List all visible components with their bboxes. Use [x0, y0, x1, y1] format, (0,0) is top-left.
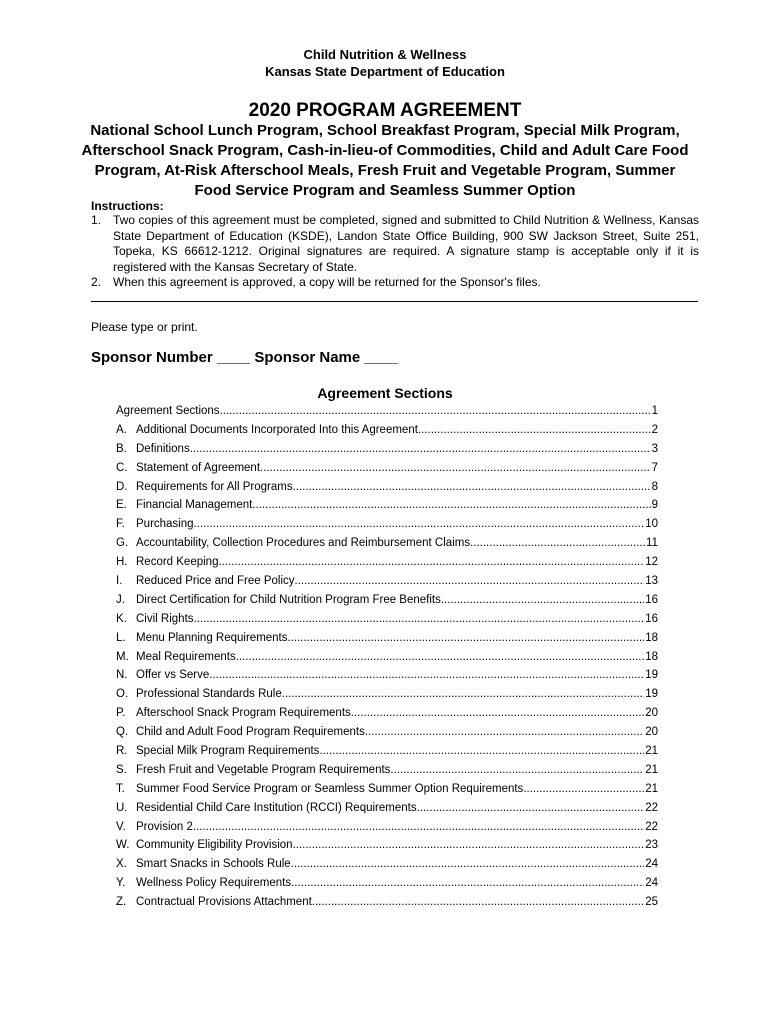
- horizontal-divider: [91, 301, 698, 302]
- toc-letter: K.: [116, 612, 127, 625]
- toc-dot-leader: [365, 726, 644, 738]
- toc-page-number: 8: [651, 480, 658, 493]
- toc-page-number: 19: [645, 669, 658, 682]
- toc-entry: [116, 499, 658, 518]
- table-of-contents: [116, 405, 658, 915]
- toc-page-number: 19: [645, 688, 658, 701]
- toc-dot-leader: [390, 764, 644, 776]
- toc-letter: R.: [116, 745, 128, 758]
- toc-dot-leader: [293, 481, 651, 493]
- toc-letter: J.: [116, 593, 125, 606]
- toc-page-number: 24: [645, 858, 658, 871]
- toc-dot-leader: [319, 745, 644, 757]
- toc-dot-leader: [288, 632, 645, 644]
- toc-entry: [116, 443, 658, 462]
- toc-letter: V.: [116, 820, 126, 833]
- toc-entry: [116, 802, 658, 821]
- toc-entry: [116, 896, 658, 915]
- toc-label: Agreement Sections: [116, 405, 220, 417]
- toc-dot-leader: [194, 518, 645, 530]
- toc-letter: Y.: [116, 877, 126, 890]
- toc-label: Wellness Policy Requirements: [136, 877, 292, 890]
- toc-dot-leader: [260, 462, 651, 474]
- toc-page-number: 25: [645, 896, 658, 909]
- instruction-item: [91, 275, 699, 291]
- toc-letter: B.: [116, 442, 127, 455]
- toc-entry: [116, 632, 658, 651]
- toc-dot-leader: [193, 821, 644, 833]
- toc-dot-leader: [351, 707, 644, 719]
- toc-letter: X.: [116, 858, 127, 871]
- toc-entry: [116, 556, 658, 575]
- toc-letter: N.: [116, 669, 128, 682]
- toc-entry: [116, 877, 658, 896]
- toc-dot-leader: [218, 556, 644, 568]
- toc-entry: [116, 764, 658, 783]
- toc-label: Purchasing: [136, 518, 194, 531]
- toc-letter: C.: [116, 461, 128, 474]
- toc-label: Child and Adult Food Program Requirements: [136, 726, 365, 739]
- toc-entry: [116, 783, 658, 802]
- toc-letter: U.: [116, 801, 128, 814]
- instruction-item: [91, 213, 699, 275]
- toc-label: Menu Planning Requirements: [136, 631, 288, 644]
- toc-letter: O.: [116, 688, 129, 701]
- toc-letter: Z.: [116, 896, 127, 909]
- toc-entry: [116, 424, 658, 443]
- toc-page-number: 24: [645, 877, 658, 890]
- sections-title: Agreement Sections: [317, 385, 453, 401]
- toc-page-number: 3: [651, 442, 658, 455]
- toc-dot-leader: [252, 499, 650, 511]
- toc-entry: [116, 707, 658, 726]
- please-type-note: Please type or print.: [91, 320, 198, 334]
- toc-page-number: 2: [651, 423, 658, 436]
- toc-dot-leader: [312, 896, 644, 908]
- toc-dot-leader: [209, 669, 644, 681]
- sponsor-fields-line: Sponsor Number ____ Sponsor Name ____: [91, 349, 398, 366]
- toc-letter: W.: [116, 839, 130, 852]
- toc-dot-leader: [295, 575, 645, 587]
- toc-page-number: 10: [645, 518, 658, 531]
- toc-letter: L.: [116, 631, 126, 644]
- toc-dot-leader: [291, 877, 644, 889]
- toc-page-number: 12: [645, 556, 658, 569]
- toc-page-number: 20: [645, 726, 658, 739]
- toc-label: Provision 2: [136, 820, 193, 833]
- toc-entry: [116, 821, 658, 840]
- toc-label: Civil Rights: [136, 612, 194, 625]
- toc-label: Statement of Agreement: [136, 461, 261, 474]
- toc-entry: [116, 537, 658, 556]
- instruction-text: When this agreement is approved, a copy will be returned for the Sponsor's files.: [113, 275, 541, 289]
- toc-letter: H.: [116, 556, 128, 569]
- toc-entry: [116, 481, 658, 500]
- org-line-1: Child Nutrition & Wellness: [303, 47, 467, 62]
- toc-page-number: 22: [645, 820, 658, 833]
- toc-page-number: 16: [645, 593, 658, 606]
- toc-page-number: 16: [645, 612, 658, 625]
- program-list-subtitle: National School Lunch Program, School Breakfast Program, Special Milk Program, Afterschool Snack Program, Cash-in-lieu-of Commodities, Child and Adult Care Food Program, At-Risk Afterschool Meals, Fresh Fruit and Vegetable Program, Summer Food Service Program and Seamless Summer Option: [81, 122, 689, 199]
- toc-label: Special Milk Program Requirements: [136, 745, 320, 758]
- toc-page-number: 22: [645, 801, 658, 814]
- instruction-number: 1.: [91, 213, 102, 227]
- toc-label: Fresh Fruit and Vegetable Program Requirements: [136, 763, 391, 776]
- toc-page-number: 7: [651, 461, 658, 474]
- toc-label: Direct Certification for Child Nutrition Program Free Benefits: [136, 593, 441, 606]
- toc-label: Accountability, Collection Procedures and Reimbursement Claims: [136, 537, 471, 550]
- toc-dot-leader: [470, 537, 645, 549]
- toc-entry: [116, 688, 658, 707]
- toc-entry: [116, 518, 658, 537]
- document-header: [0, 46, 770, 80]
- toc-label: Reduced Price and Free Policy: [136, 575, 295, 588]
- toc-label: Meal Requirements: [136, 650, 236, 663]
- toc-entry: [116, 594, 658, 613]
- toc-letter: T.: [116, 782, 125, 795]
- org-line-2: Kansas State Department of Education: [265, 64, 505, 79]
- toc-dot-leader: [293, 839, 645, 851]
- toc-letter: G.: [116, 537, 129, 550]
- toc-label: Smart Snacks in Schools Rule: [136, 858, 291, 871]
- toc-page-number: 21: [645, 763, 658, 776]
- toc-entry: [116, 613, 658, 632]
- instructions-label: Instructions:: [91, 199, 164, 213]
- toc-label: Definitions: [136, 442, 190, 455]
- toc-letter: P.: [116, 707, 126, 720]
- toc-page-number: 21: [645, 745, 658, 758]
- toc-label: Contractual Provisions Attachment: [136, 896, 312, 909]
- toc-label: Residential Child Care Institution (RCCI) Requirements: [136, 801, 417, 814]
- toc-dot-leader: [220, 405, 651, 417]
- toc-entry: [116, 745, 658, 764]
- toc-label: Record Keeping: [136, 556, 219, 569]
- toc-label: Community Eligibility Provision: [136, 839, 293, 852]
- toc-entry: [116, 462, 658, 481]
- toc-letter: F.: [116, 518, 125, 531]
- toc-label: Additional Documents Incorporated Into this Agreement: [136, 423, 418, 436]
- toc-label: Professional Standards Rule: [136, 688, 282, 701]
- toc-dot-leader: [418, 424, 651, 436]
- instruction-number: 2.: [91, 275, 102, 289]
- toc-page-number: 13: [645, 575, 658, 588]
- toc-label: Offer vs Serve: [136, 669, 210, 682]
- toc-letter: E.: [116, 499, 127, 512]
- toc-letter: A.: [116, 423, 127, 436]
- toc-entry: [116, 405, 658, 424]
- instructions-list: [91, 213, 699, 291]
- page-title: 2020 PROGRAM AGREEMENT: [248, 100, 522, 121]
- toc-label: Afterschool Snack Program Requirements: [136, 707, 351, 720]
- toc-letter: D.: [116, 480, 128, 493]
- toc-page-number: 20: [645, 707, 658, 720]
- toc-entry: [116, 651, 658, 670]
- toc-entry: [116, 726, 658, 745]
- toc-dot-leader: [236, 651, 644, 663]
- toc-page-number: 9: [651, 499, 658, 512]
- toc-label: Financial Management: [136, 499, 253, 512]
- toc-letter: Q.: [116, 726, 129, 739]
- toc-dot-leader: [194, 613, 645, 625]
- toc-entry: [116, 858, 658, 877]
- toc-label: Summer Food Service Program or Seamless Summer Option Requirements: [136, 782, 524, 795]
- toc-entry: [116, 575, 658, 594]
- toc-page-number: 11: [646, 537, 658, 550]
- toc-dot-leader: [190, 443, 651, 455]
- toc-dot-leader: [282, 688, 644, 700]
- toc-letter: I.: [116, 575, 123, 588]
- toc-page-number: 1: [651, 405, 658, 417]
- toc-letter: S.: [116, 763, 127, 776]
- toc-page-number: 18: [645, 650, 658, 663]
- toc-page-number: 18: [645, 631, 658, 644]
- toc-letter: M.: [116, 650, 129, 663]
- toc-page-number: 23: [645, 839, 658, 852]
- toc-label: Requirements for All Programs: [136, 480, 293, 493]
- toc-dot-leader: [417, 802, 645, 814]
- toc-page-number: 21: [645, 782, 658, 795]
- toc-entry: [116, 839, 658, 858]
- instruction-text: Two copies of this agreement must be completed, signed and submitted to Child Nutrition & Wellness, Kansas State Department of Education (KSDE), Landon State Office Building, 900 SW Jackson Street, Suite 251, Topeka, KS 66612-1212. Original signatures are required. A signature stamp is acceptable only if it is registered with the Kansas Secretary of State.: [113, 213, 699, 274]
- toc-entry: [116, 669, 658, 688]
- toc-dot-leader: [441, 594, 644, 606]
- toc-dot-leader: [523, 783, 644, 795]
- toc-dot-leader: [291, 858, 645, 870]
